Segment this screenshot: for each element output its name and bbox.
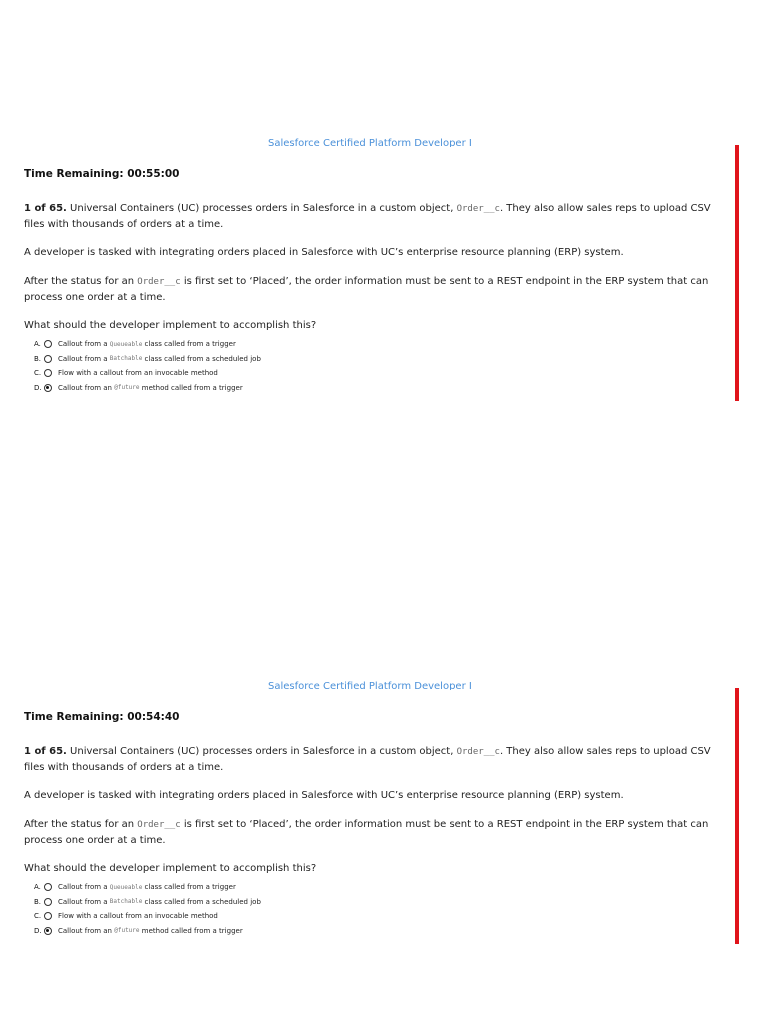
question-paragraph-3: After the status for an Order__c is first set to ‘Placed’, the order information must be sent to a REST endpoint in the ERP system that can process one order at a time. bbox=[24, 276, 709, 303]
question-text: 1 of 65. Universal Containers (UC) processes orders in Salesforce in a custom object, Order__c. They also allow sales reps to upload CSV files with thousands of orders at a time. bbox=[24, 203, 711, 230]
red-marker-bar bbox=[735, 145, 739, 401]
radio-button-selected[interactable] bbox=[44, 384, 52, 392]
time-remaining: Time Remaining: 00:54:40 bbox=[24, 711, 180, 723]
red-marker-bar bbox=[735, 688, 739, 944]
exam-screenshot-1 bbox=[0, 135, 768, 425]
radio-button[interactable] bbox=[44, 340, 52, 348]
question-number: 1 of 65. bbox=[24, 203, 67, 214]
radio-button[interactable] bbox=[44, 898, 52, 906]
radio-button[interactable] bbox=[44, 912, 52, 920]
answer-options bbox=[34, 337, 261, 395]
time-remaining: Time Remaining: 00:55:00 bbox=[24, 168, 180, 180]
option-b[interactable]: B. Callout from a Batchable class called from a scheduled job bbox=[34, 354, 261, 363]
question-paragraph-3: After the status for an Order__c is first set to ‘Placed’, the order information must be sent to a REST endpoint in the ERP system that can process one order at a time. bbox=[24, 819, 709, 846]
exam-screenshot-2 bbox=[0, 678, 768, 968]
option-c[interactable]: C. Flow with a callout from an invocable method bbox=[34, 912, 218, 921]
radio-button[interactable] bbox=[44, 883, 52, 891]
question-text: 1 of 65. Universal Containers (UC) processes orders in Salesforce in a custom object, Order__c. They also allow sales reps to upload CSV files with thousands of orders at a time. bbox=[24, 746, 711, 773]
radio-button-selected[interactable] bbox=[44, 927, 52, 935]
exam-header-title: Salesforce Certified Platform Developer I bbox=[268, 138, 472, 147]
answer-options bbox=[34, 880, 261, 938]
exam-header-title: Salesforce Certified Platform Developer I bbox=[268, 681, 472, 690]
question-number: 1 of 65. bbox=[24, 746, 67, 757]
option-d[interactable]: D. Callout from an @future method called from a trigger bbox=[34, 926, 243, 935]
radio-button[interactable] bbox=[44, 355, 52, 363]
option-a[interactable]: A. Callout from a Queueable class called from a trigger bbox=[34, 340, 236, 349]
radio-button[interactable] bbox=[44, 369, 52, 377]
option-d[interactable]: D. Callout from an @future method called from a trigger bbox=[34, 383, 243, 392]
option-b[interactable]: B. Callout from a Batchable class called from a scheduled job bbox=[34, 897, 261, 906]
question-paragraph-2: A developer is tasked with integrating orders placed in Salesforce with UC’s enterprise resource planning (ERP) system. bbox=[24, 247, 624, 258]
question-prompt: What should the developer implement to accomplish this? bbox=[24, 863, 317, 874]
option-a[interactable]: A. Callout from a Queueable class called from a trigger bbox=[34, 883, 236, 892]
question-prompt: What should the developer implement to accomplish this? bbox=[24, 320, 317, 331]
option-c[interactable]: C. Flow with a callout from an invocable method bbox=[34, 369, 218, 378]
question-paragraph-2: A developer is tasked with integrating orders placed in Salesforce with UC’s enterprise resource planning (ERP) system. bbox=[24, 790, 624, 801]
